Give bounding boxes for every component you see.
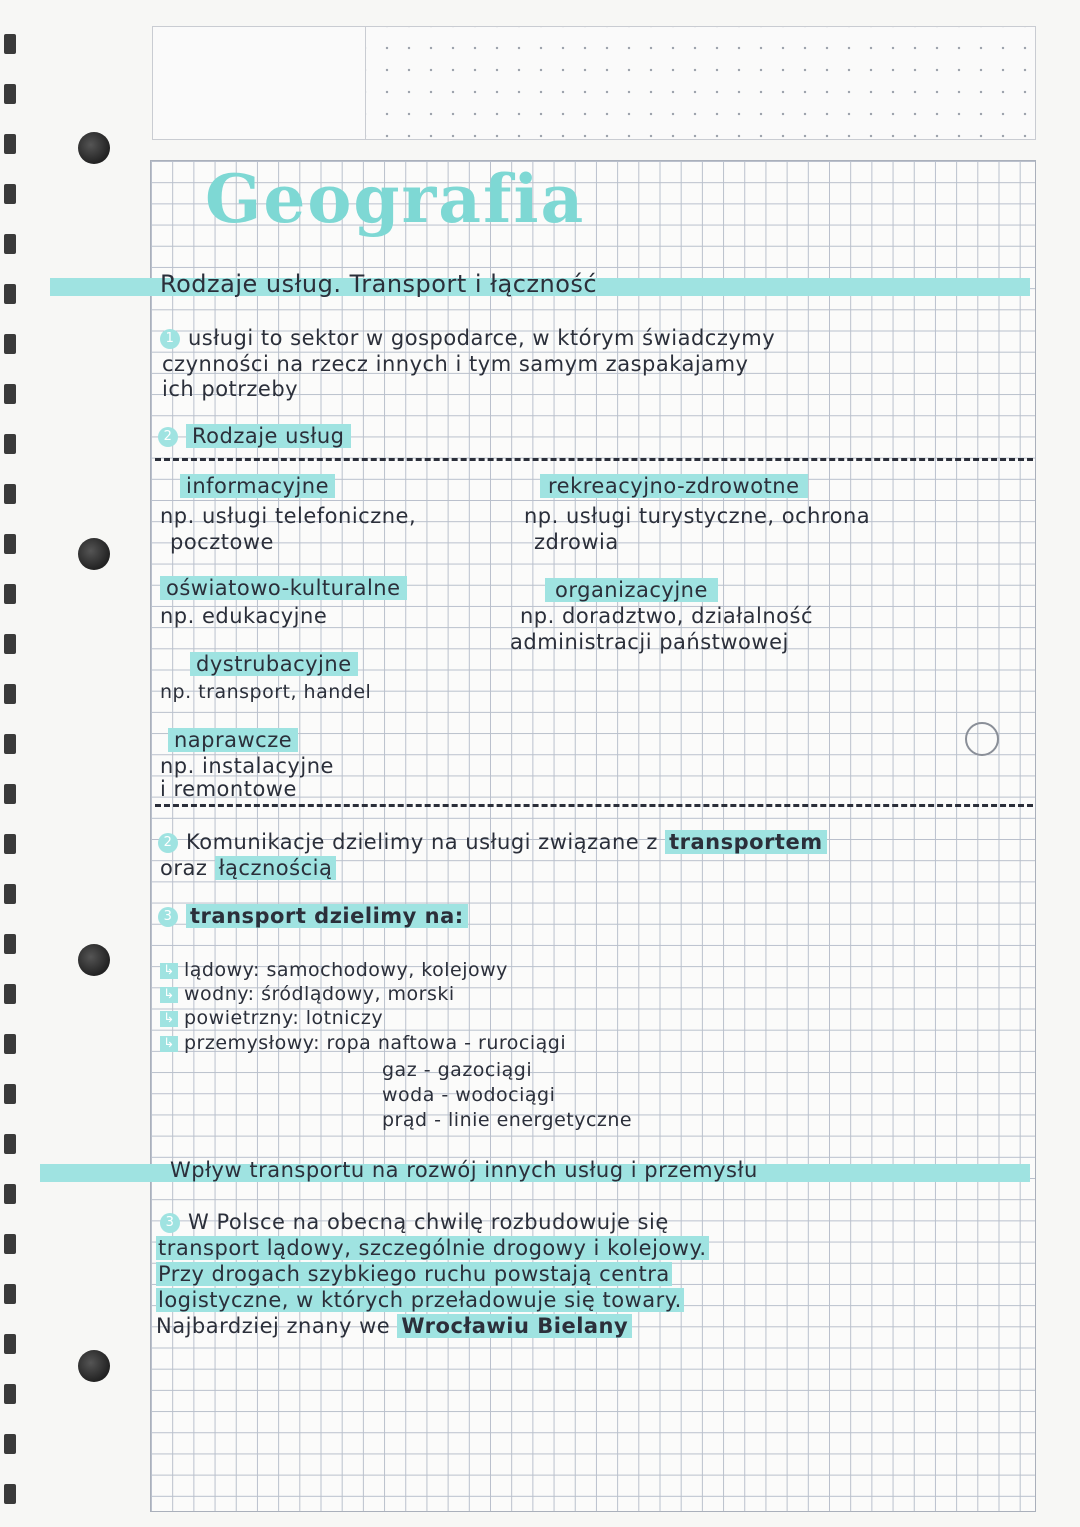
- header-box: [152, 26, 1036, 140]
- type-rekreacyjne-desc: np. usługi turystyczne, ochrona: [524, 504, 871, 528]
- type-naprawcze-title: naprawcze: [168, 728, 298, 752]
- arrow-icon: ↳: [160, 1011, 178, 1027]
- punch-hole: [78, 944, 110, 976]
- type-dystrybucyjne-title: dystrubacyjne: [190, 652, 358, 676]
- type-rekreacyjne-desc-2: zdrowia: [534, 530, 619, 554]
- definition-line-1: 1 usługi to sektor w gospodarce, w którym świadczymy: [160, 326, 775, 350]
- type-dystrybucyjne-desc: np. transport, handel: [160, 681, 372, 703]
- transport-subitem: woda - wodociągi: [382, 1084, 556, 1106]
- type-rekreacyjne-title: rekreacyjno-zdrowotne: [540, 474, 808, 498]
- number-badge: 2: [158, 833, 178, 853]
- transport-item: ↳ lądowy: samochodowy, kolejowy: [160, 958, 508, 982]
- type-oswiatowe-title: oświatowo-kulturalne: [160, 576, 407, 600]
- transport-item: ↳ wodny: śródlądowy, morski: [160, 982, 455, 1006]
- wplyw-line-2: transport lądowy, szczególnie drogowy i kolejowy.: [158, 1236, 707, 1260]
- transport-item: ↳ powietrzny: lotniczy: [160, 1006, 383, 1030]
- transport-item: ↳ przemysłowy: ropa naftowa - rurociągi: [160, 1031, 566, 1055]
- wplyw-line-1: 3 W Polsce na obecną chwilę rozbudowuje się: [160, 1210, 669, 1234]
- wplyw-line-3: Przy drogach szybkiego ruchu powstają centra: [158, 1262, 670, 1286]
- spiral-binding: [0, 0, 22, 1527]
- punch-hole: [78, 1350, 110, 1382]
- type-organizacyjne-desc-2: administracji państwowej: [510, 630, 789, 654]
- arrow-icon: ↳: [160, 963, 178, 979]
- number-badge: 3: [160, 1213, 180, 1233]
- watermark-logo-icon: [965, 722, 999, 756]
- punch-hole: [78, 538, 110, 570]
- type-informacyjne-desc-2: pocztowe: [170, 530, 274, 554]
- arrow-icon: ↳: [160, 1036, 178, 1052]
- wplyw-heading: Wpływ transportu na rozwój innych usług i przemysłu: [170, 1158, 758, 1182]
- dashed-divider: [155, 804, 1033, 807]
- punch-hole: [78, 132, 110, 164]
- type-naprawcze-desc: np. instalacyjne: [160, 754, 334, 778]
- section-heading: Rodzaje usług. Transport i łączność: [160, 270, 598, 298]
- type-naprawcze-desc-2: i remontowe: [160, 777, 297, 801]
- number-badge: 3: [158, 907, 178, 927]
- type-informacyjne-desc: np. usługi telefoniczne,: [160, 504, 417, 528]
- type-oswiatowe-desc: np. edukacyjne: [160, 604, 328, 628]
- komunikacja-line-2: oraz łącznością: [160, 856, 336, 880]
- number-badge: 1: [160, 329, 180, 349]
- wplyw-line-5: Najbardziej znany we Wrocławiu Bielany: [156, 1314, 632, 1338]
- type-organizacyjne-title: organizacyjne: [545, 578, 718, 602]
- type-informacyjne-title: informacyjne: [180, 474, 335, 498]
- types-heading: 2 Rodzaje usług: [158, 424, 351, 448]
- definition-line-2: czynności na rzecz innych i tym samym zaspakajamy: [162, 352, 749, 376]
- page-title: Geografia: [205, 160, 586, 238]
- transport-subitem: prąd - linie energetyczne: [382, 1109, 633, 1131]
- dashed-divider: [155, 458, 1033, 461]
- definition-line-3: ich potrzeby: [162, 377, 299, 401]
- type-organizacyjne-desc: np. doradztwo, działalność: [520, 604, 814, 628]
- arrow-icon: ↳: [160, 987, 178, 1003]
- transport-subitem: gaz - gazociągi: [382, 1059, 533, 1081]
- wplyw-line-4: logistyczne, w których przeładowuje się towary.: [158, 1288, 682, 1312]
- transport-heading: 3 transport dzielimy na:: [158, 904, 468, 928]
- komunikacja-line-1: 2 Komunikacje dzielimy na usługi związane z transportem: [158, 830, 827, 854]
- number-badge: 2: [158, 427, 178, 447]
